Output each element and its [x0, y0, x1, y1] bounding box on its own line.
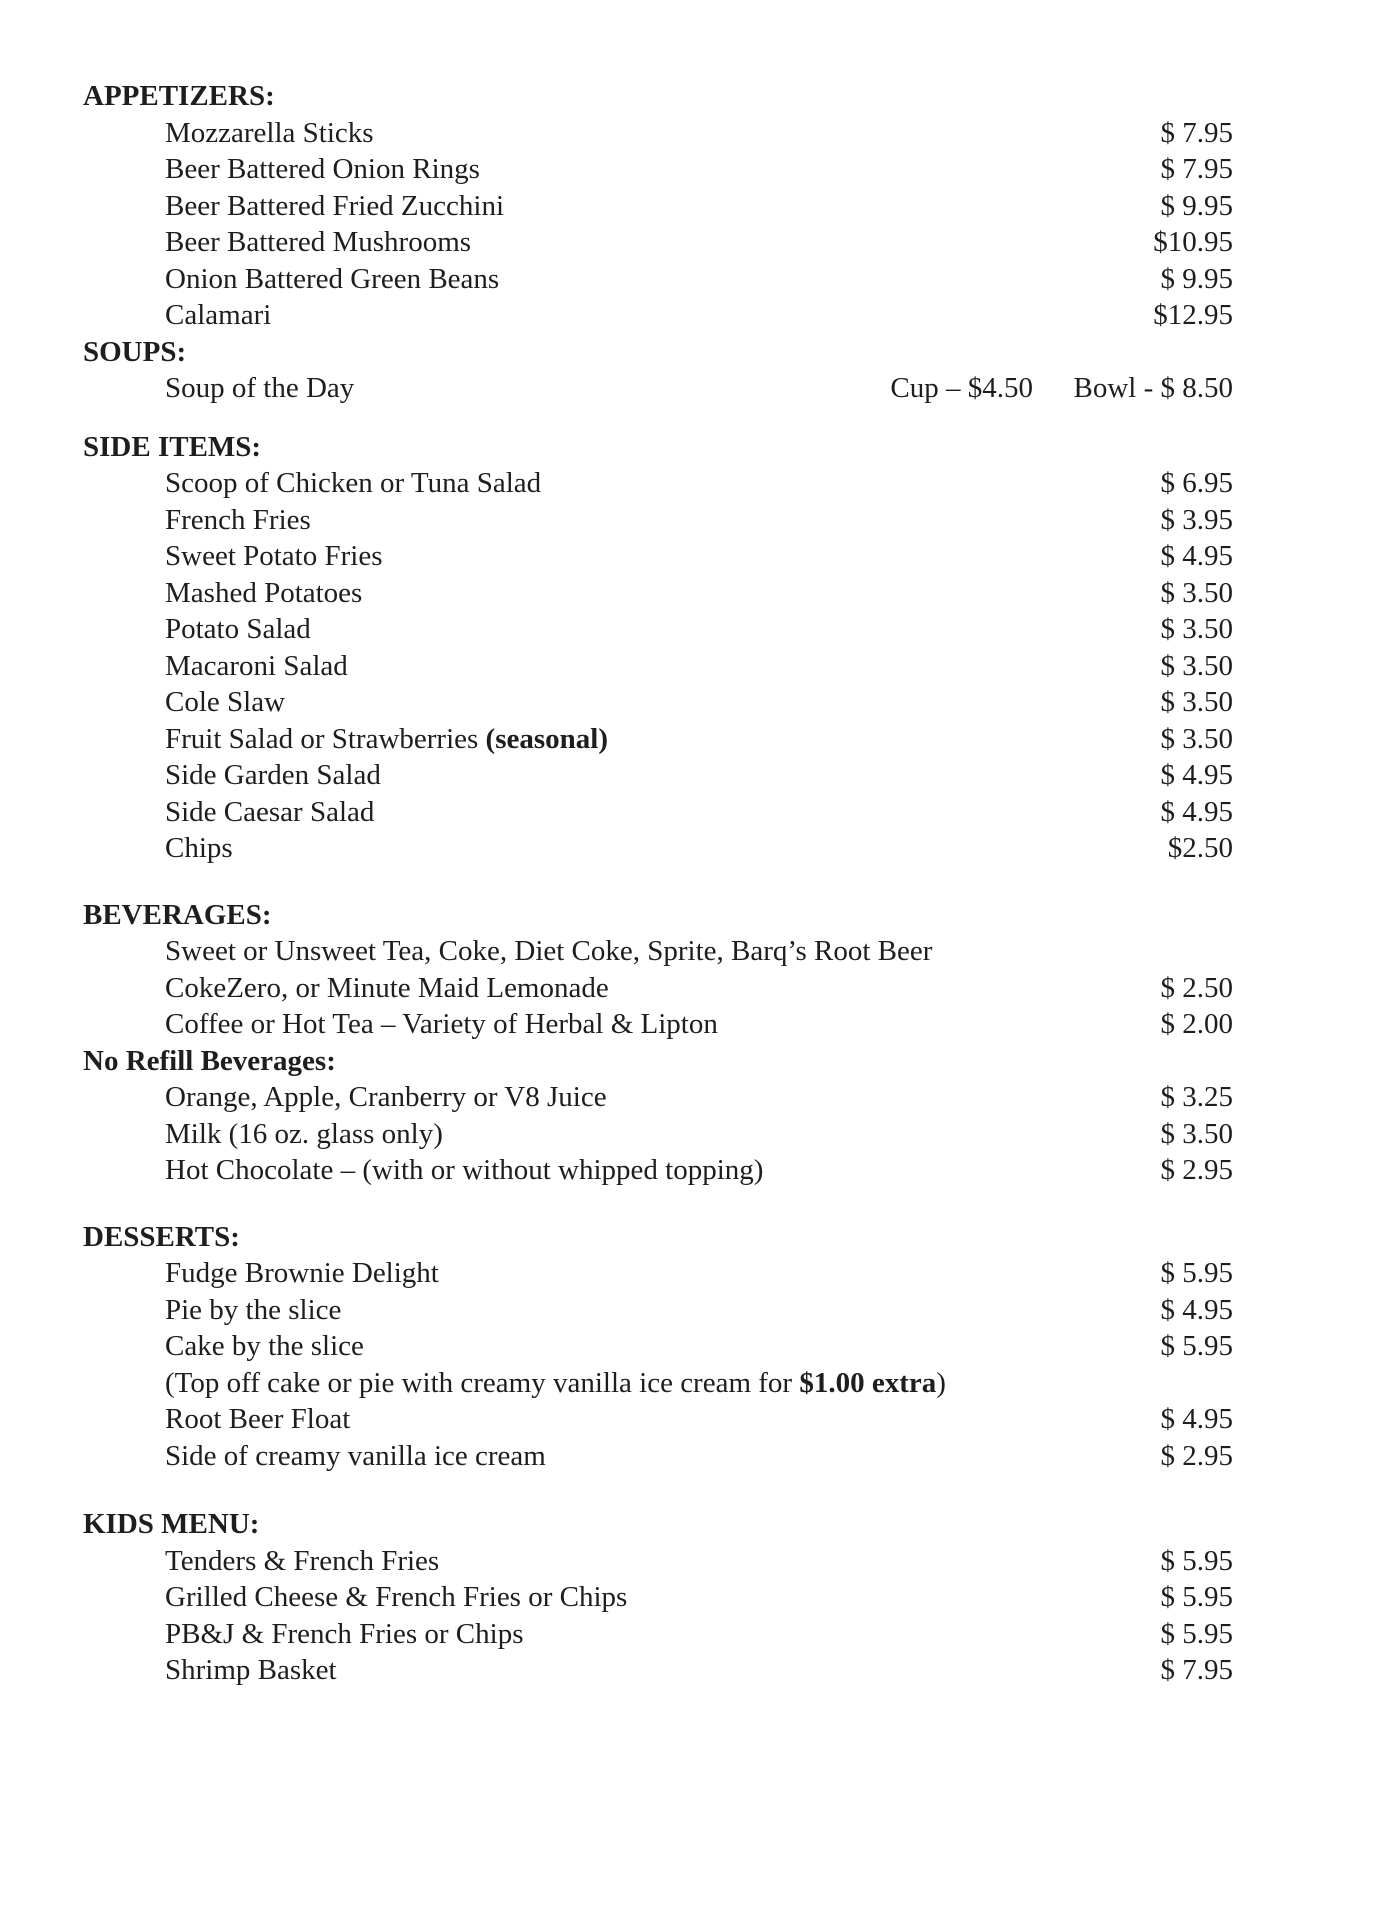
item-price: $ 2.95	[1160, 1154, 1233, 1186]
item-price: $ 4.95	[1160, 540, 1233, 572]
side-items-section	[83, 429, 1233, 867]
item-price: $ 5.95	[1160, 1544, 1233, 1577]
item-name: Potato Salad	[165, 613, 311, 645]
item-name: Calamari	[165, 299, 272, 331]
menu-item	[83, 261, 1233, 298]
item-name: Sweet or Unsweet Tea, Coke, Diet Coke, Sprite, Barq’s Root Beer	[165, 935, 933, 967]
item-price: $ 9.95	[1160, 262, 1233, 295]
note-post: )	[936, 1366, 946, 1399]
item-name: Macaroni Salad	[165, 649, 348, 682]
soups-section	[83, 334, 1233, 407]
note-pre: (Top off cake or pie with creamy vanilla ice cream for	[165, 1366, 800, 1399]
item-price: $ 2.50	[1160, 971, 1233, 1004]
kids-menu-section	[83, 1506, 1233, 1689]
menu-item	[83, 794, 1233, 831]
menu-item	[83, 465, 1233, 502]
item-price: $ 5.95	[1160, 1330, 1233, 1362]
menu-item	[83, 151, 1233, 188]
beverages-section	[83, 897, 1233, 1043]
item-name: Chips	[165, 832, 233, 864]
desserts-section	[83, 1219, 1233, 1475]
no-refill-section	[83, 1043, 1233, 1189]
menu-item	[83, 1616, 1233, 1653]
item-name: French Fries	[165, 503, 311, 536]
item-price: $ 5.95	[1160, 1617, 1233, 1650]
item-name: Beer Battered Onion Rings	[165, 153, 480, 185]
dessert-note	[83, 1365, 1233, 1402]
menu-item	[83, 684, 1233, 721]
menu-item	[83, 970, 1233, 1007]
menu-item	[83, 502, 1233, 539]
item-name: Sweet Potato Fries	[165, 540, 383, 572]
item-name: PB&J & French Fries or Chips	[165, 1617, 524, 1650]
item-name: Pie by the slice	[165, 1293, 342, 1326]
menu-item	[83, 370, 1233, 407]
item-name: Root Beer Float	[165, 1403, 351, 1435]
item-price: $ 3.50	[1160, 1117, 1233, 1150]
item-name: Beer Battered Mushrooms	[165, 226, 472, 258]
seasonal-note: (seasonal)	[485, 722, 608, 755]
item-price: $ 7.95	[1160, 153, 1233, 185]
menu-item	[83, 1652, 1233, 1689]
item-name: Side of creamy vanilla ice cream	[165, 1439, 546, 1472]
section-heading: APPETIZERS:	[83, 80, 275, 112]
menu-item	[83, 1006, 1233, 1043]
item-price: $ 7.95	[1160, 1654, 1233, 1686]
menu-item	[83, 1292, 1233, 1329]
item-price: $ 3.50	[1160, 722, 1233, 755]
menu-item	[83, 757, 1233, 794]
menu-document	[83, 78, 1233, 1689]
item-name: Tenders & French Fries	[165, 1544, 440, 1577]
menu-item	[83, 611, 1233, 648]
item-name: Coffee or Hot Tea – Variety of Herbal & Lipton	[165, 1008, 718, 1040]
item-name: Hot Chocolate – (with or without whipped topping)	[165, 1154, 764, 1186]
item-name: Side Garden Salad	[165, 759, 381, 791]
note-text	[165, 1365, 946, 1402]
item-price: $ 3.95	[1160, 503, 1233, 536]
item-price: $ 4.95	[1160, 759, 1233, 791]
item-price: $ 4.95	[1160, 1293, 1233, 1326]
appetizers-section	[83, 78, 1233, 334]
item-name	[165, 721, 608, 758]
item-name: Beer Battered Fried Zucchini	[165, 189, 505, 222]
item-price: $ 6.95	[1160, 467, 1233, 499]
menu-item	[83, 1401, 1233, 1438]
menu-item	[83, 933, 1233, 970]
menu-item	[83, 224, 1233, 261]
item-name: Soup of the Day	[165, 372, 355, 404]
bowl-price: Bowl - $ 8.50	[1073, 372, 1233, 404]
item-name: CokeZero, or Minute Maid Lemonade	[165, 971, 609, 1004]
section-heading: KIDS MENU:	[83, 1508, 260, 1540]
item-name: Milk (16 oz. glass only)	[165, 1117, 443, 1150]
item-name: Orange, Apple, Cranberry or V8 Juice	[165, 1081, 607, 1113]
item-price: $ 3.50	[1160, 613, 1233, 645]
item-name: Shrimp Basket	[165, 1654, 337, 1686]
item-name: Cole Slaw	[165, 686, 286, 718]
cup-price: Cup – $4.50	[890, 372, 1033, 404]
item-name: Mashed Potatoes	[165, 576, 363, 609]
item-price: $ 2.95	[1160, 1439, 1233, 1472]
item-price: $12.95	[1153, 299, 1233, 331]
menu-item	[83, 830, 1233, 867]
item-price: $ 4.95	[1160, 795, 1233, 828]
menu-item	[83, 1152, 1233, 1189]
item-price: $ 3.50	[1160, 576, 1233, 609]
item-price: $ 3.25	[1160, 1081, 1233, 1113]
menu-item	[83, 1116, 1233, 1153]
item-price: $ 7.95	[1160, 116, 1233, 149]
menu-item	[83, 1543, 1233, 1580]
menu-item	[83, 1579, 1233, 1616]
item-price: $ 4.95	[1160, 1403, 1233, 1435]
item-price: $ 2.00	[1160, 1008, 1233, 1040]
item-price: $ 9.95	[1160, 189, 1233, 222]
menu-item	[83, 1079, 1233, 1116]
item-name: Side Caesar Salad	[165, 795, 375, 828]
menu-item	[83, 721, 1233, 758]
section-heading: SIDE ITEMS:	[83, 430, 262, 463]
section-heading: No Refill Beverages:	[83, 1044, 336, 1077]
section-heading: SOUPS:	[83, 335, 187, 368]
menu-item	[83, 188, 1233, 225]
section-heading: BEVERAGES:	[83, 898, 272, 931]
item-name: Fudge Brownie Delight	[165, 1257, 439, 1289]
menu-item	[83, 1328, 1233, 1365]
menu-item	[83, 297, 1233, 334]
menu-item	[83, 115, 1233, 152]
section-heading: DESSERTS:	[83, 1220, 240, 1253]
menu-item	[83, 648, 1233, 685]
item-name: Cake by the slice	[165, 1330, 364, 1362]
item-name: Scoop of Chicken or Tuna Salad	[165, 467, 542, 499]
item-name-text: Fruit Salad or Strawberries	[165, 722, 486, 755]
item-price: $ 3.50	[1160, 649, 1233, 682]
menu-item	[83, 538, 1233, 575]
item-name: Grilled Cheese & French Fries or Chips	[165, 1581, 628, 1613]
item-price: $ 5.95	[1160, 1581, 1233, 1613]
note-price: $1.00 extra	[799, 1366, 937, 1399]
item-price: $10.95	[1153, 226, 1233, 258]
menu-item	[83, 1255, 1233, 1292]
item-name: Onion Battered Green Beans	[165, 262, 500, 295]
item-price: $2.50	[1167, 832, 1233, 864]
item-price: $ 5.95	[1160, 1257, 1233, 1289]
menu-item	[83, 1438, 1233, 1475]
menu-item	[83, 575, 1233, 612]
item-price: $ 3.50	[1160, 686, 1233, 718]
item-name: Mozzarella Sticks	[165, 116, 374, 149]
